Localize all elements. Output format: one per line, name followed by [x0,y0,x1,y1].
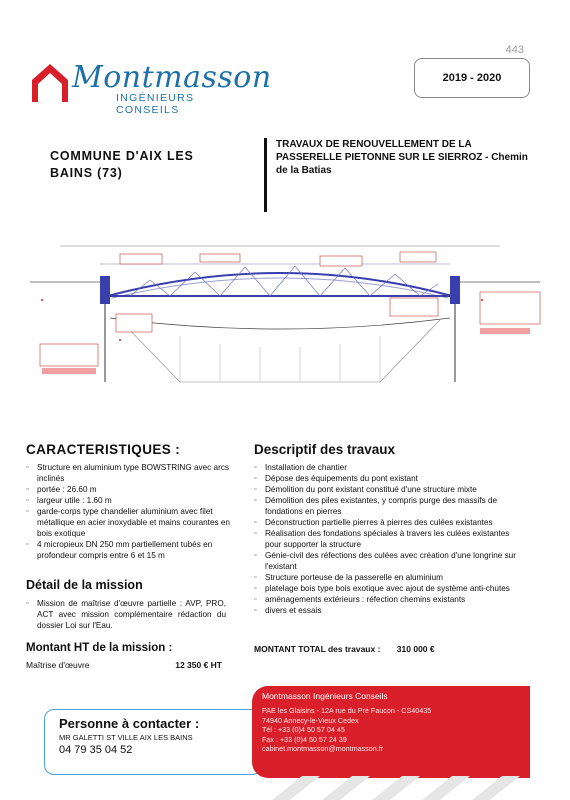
year-badge: 2019 - 2020 [414,58,530,98]
montant-mission-heading: Montant HT de la mission : [26,642,173,654]
list-item: ▫ Dépose des équipements du pont existant [254,473,524,484]
company-logo [30,58,272,116]
maitrise-label: Maîtrise d'œuvre [26,660,90,670]
contact-box [44,709,262,775]
contact-phone: 04 79 35 04 52 [59,744,133,756]
list-item: ▫ portée : 26.60 m [26,484,234,495]
company-city: 74940 Annecy-le-Vieux Cedex [262,715,359,725]
list-item: ▫ Réalisation des fondations spéciales à travers les culées existantes pour supporter la structure [254,528,524,550]
company-phone: Tél : +33 (0)4 50 57 04 45 [262,725,345,735]
list-item: ▫ Génie-civil des réfections des culées avec création d'une longrine sur l'existant [254,550,524,572]
logo-subtitle: INGÉNIEURS CONSEILS [116,92,195,116]
decorative-stripes [262,776,552,800]
montant-total [254,644,435,654]
list-item: ▫ Structure porteuse de la passerelle en aluminium [254,572,524,583]
montant-total-amount: 310 000 € [396,644,435,654]
montant-total-label: MONTANT TOTAL des travaux : [254,644,381,654]
company-email[interactable]: cabinet.montmasson@montmasson.fr [262,744,384,754]
list-item: ▫ platelage bois type bois exotique avec ajout de système anti-chutes [254,583,524,594]
commune-label: COMMUNE D'AIX LES BAINS (73) [50,149,194,180]
list-item: ▫ garde-corps type chandelier aluminium avec filet métallique en acier inoxydable et mains courantes en bois exotique [26,506,234,539]
list-item: ▫ aménagements extérieurs : réfection chemins existants [254,594,524,605]
title-divider [264,138,267,212]
descriptif-list [254,462,524,616]
detail-mission-heading: Détail de la mission [26,578,143,592]
company-fax: Fax : +33 (0)4 50 57 24 39 [262,734,347,744]
list-item: ▫ Structure en aluminium type BOWSTRING avec arcs inclinés [26,462,234,484]
bridge-elevation-drawing [20,236,550,388]
logo-mark-icon [30,58,70,102]
contact-name: MR GALETTI ST VILLE AIX LES BAINS [59,733,193,742]
list-item: ▫ divers et essais [254,605,524,616]
descriptif-heading: Descriptif des travaux [254,442,396,457]
maitrise-amount: 12 350 € HT [175,660,222,670]
detail-mission-list [26,598,226,631]
list-item: ▫ 4 micropieux DN 250 mm partiellement tubés en profondeur compris entre 6 et 15 m [26,539,234,561]
list-item: ▫ Déconstruction partielle pierres à pierres des culées existantes [254,517,524,528]
caracteristiques-heading: CARACTERISTIQUES : [26,442,181,457]
maitrise-row [26,660,222,670]
list-item: ▫ Démolition du pont existant constitué d'une structure mixte [254,484,524,495]
project-title: TRAVAUX DE RENOUVELLEMENT DE LA PASSERELLE PIETONNE SUR LE SIERROZ - Chemin de la Batias [276,139,528,176]
contact-title: Personne à contacter : [59,716,200,731]
list-item: ▫ Installation de chantier [254,462,524,473]
list-item: ▫ Mission de maîtrise d'œuvre partielle : AVP, PRO, ACT avec mission complémentaire rédaction du dossier Loi sur l'Eau. [26,598,226,631]
company-info-box [252,686,530,778]
caracteristiques-list [26,462,234,561]
list-item: ▫ largeur utile : 1.60 m [26,495,234,506]
page-number: 443 [505,44,524,56]
company-address: PAE les Glaisins - 12A rue du Pré Faucon - CS40435 [262,706,432,715]
company-name: Montmasson Ingénieurs Conseils [262,691,388,701]
list-item: ▫ Démolition des piles existantes, y compris purge des massifs de fondations en pierres [254,495,524,517]
logo-wordmark: Montmasson [72,60,272,95]
